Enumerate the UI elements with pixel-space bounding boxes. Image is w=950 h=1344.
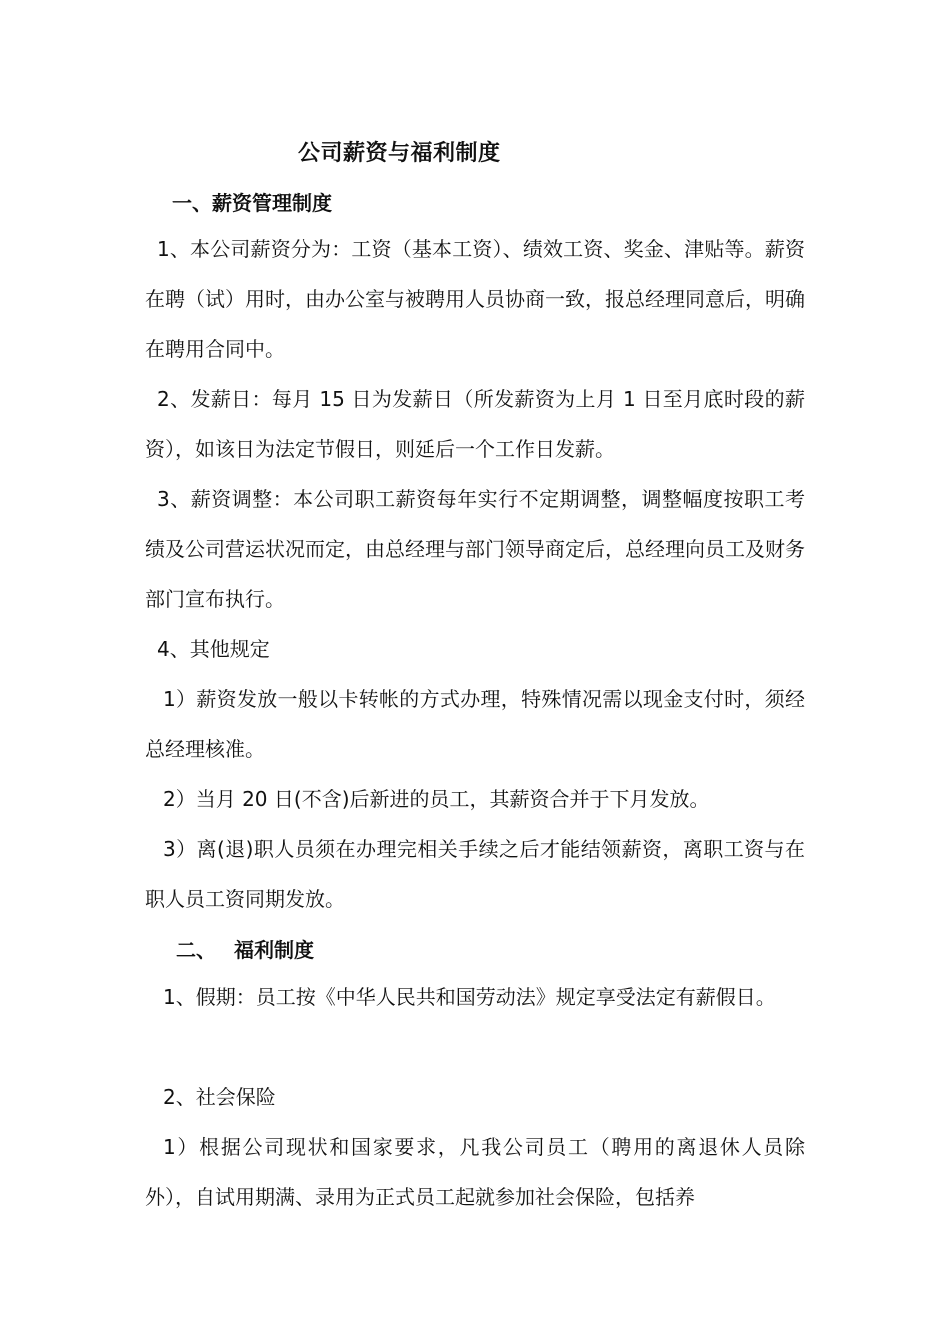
paragraph-salary-composition: 1、本公司薪资分为：工资（基本工资）、绩效工资、奖金、津贴等。薪资在聘（试）用时，由办公室与被聘用人员协商一致，报总经理同意后，明确在聘用合同中。 (145, 237, 805, 361)
paragraph-salary-adjustment: 3、薪资调整：本公司职工薪资每年实行不定期调整，调整幅度按职工考绩及公司营运状况而定，由总经理与部门领导商定后，总经理向员工及财务部门宣布执行。 (145, 487, 805, 611)
paragraph-rule-2: 2）当月 20 日(不含)后新进的员工，其薪资合并于下月发放。 (163, 787, 710, 811)
paragraph-rule-3: 3）离(退)职人员须在办理完相关手续之后才能结领薪资，离职工资与在职人员工资同期发放。 (145, 837, 805, 911)
section-heading-number: 二、 (176, 938, 216, 962)
paragraph-social-insurance: 2、社会保险 (163, 1085, 276, 1109)
section-heading-salary: 一、薪资管理制度 (172, 191, 332, 215)
paragraph-insurance-rule-1: 1）根据公司现状和国家要求，凡我公司员工（聘用的离退休人员除外），自试用期满、录用为正式员工起就参加社会保险，包括养 (145, 1135, 805, 1209)
paragraph-holidays: 1、假期：员工按《中华人民共和国劳动法》规定享受法定有薪假日。 (163, 985, 776, 1009)
section-heading-text: 福利制度 (234, 938, 314, 962)
paragraph-payday: 2、发薪日：每月 15 日为发薪日（所发薪资为上月 1 日至月底时段的薪资），如该日为法定节假日，则延后一个工作日发薪。 (145, 387, 805, 461)
paragraph-other-rules: 4、其他规定 (157, 637, 270, 661)
paragraph-rule-1: 1）薪资发放一般以卡转帐的方式办理，特殊情况需以现金支付时，须经总经理核准。 (145, 687, 805, 761)
section-heading-welfare (176, 934, 314, 963)
page-title: 公司薪资与福利制度 (298, 141, 501, 166)
